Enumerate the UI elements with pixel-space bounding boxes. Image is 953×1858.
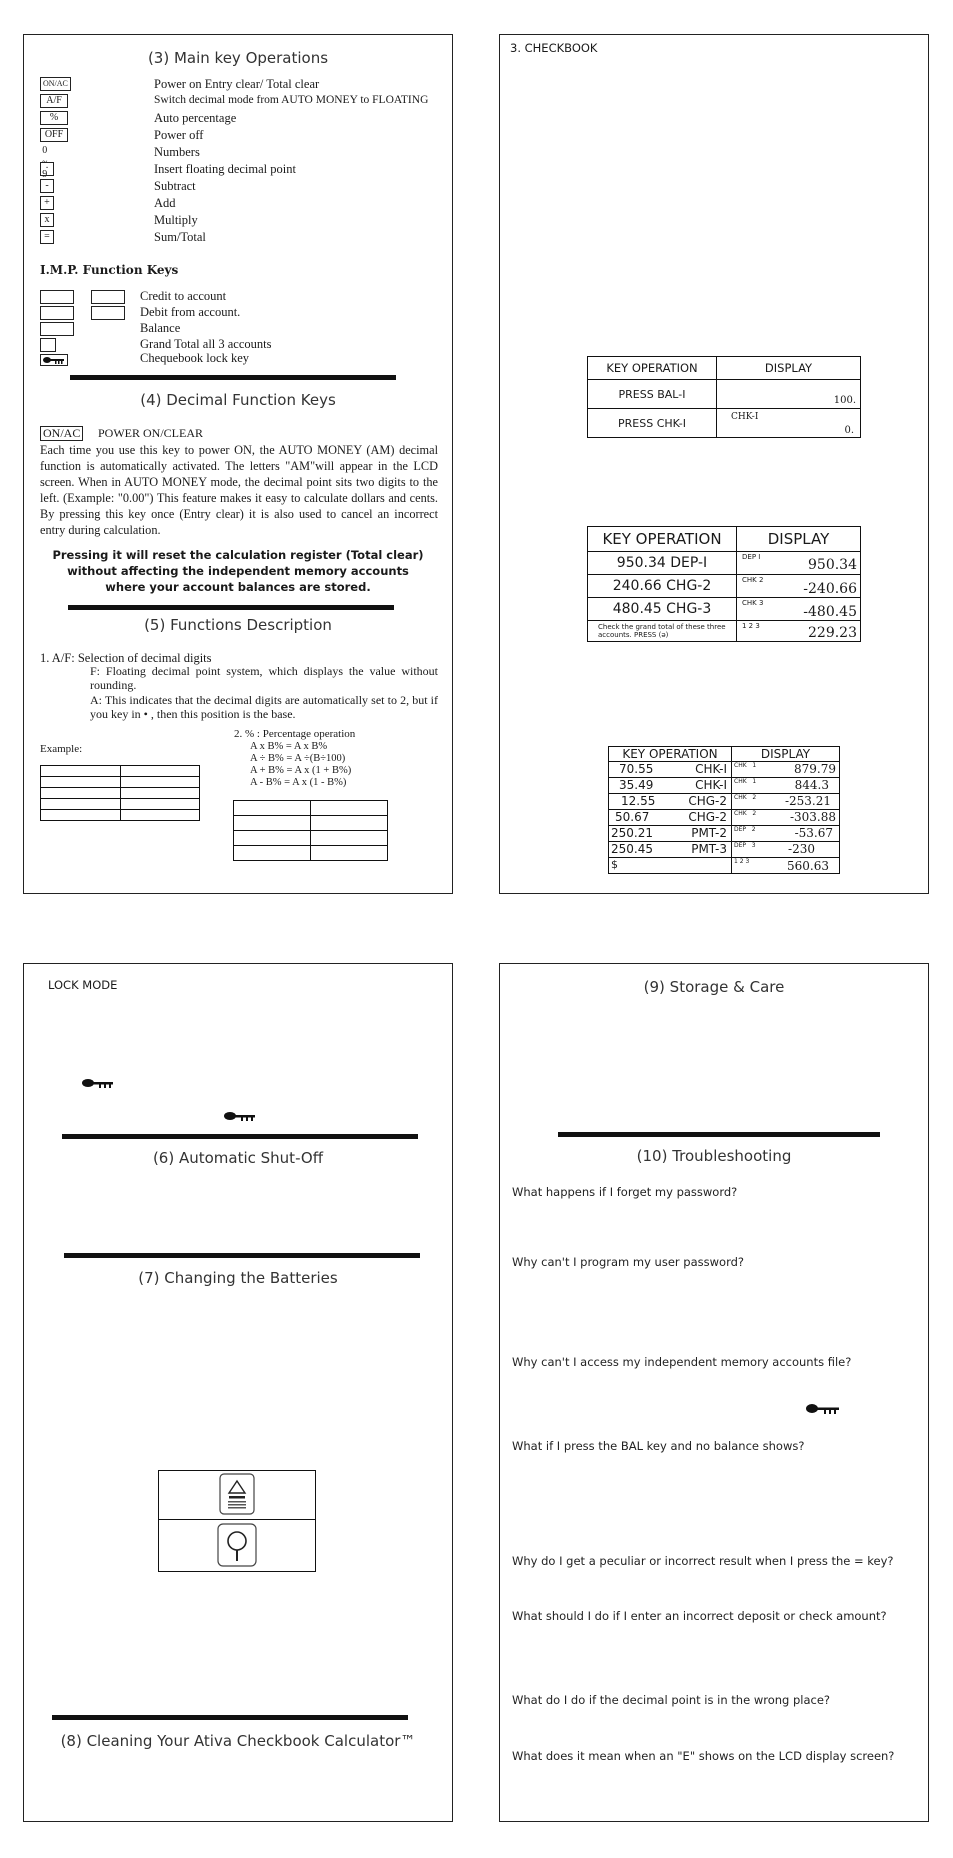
display-cell	[732, 794, 840, 810]
key-desc: Numbers	[154, 145, 200, 159]
display-cell	[732, 778, 840, 794]
batteries-heading: (7) Changing the Batteries	[138, 1269, 338, 1287]
display-value: -53.67	[794, 826, 833, 840]
display-cell	[737, 575, 861, 598]
op-cell	[609, 858, 732, 874]
header-key-operation: KEY OPERATION	[609, 747, 732, 762]
decimal-paragraph: Each time you use this key to power ON, the AUTO MONEY (AM) decimal function is automatically activated. The letters "AM"will appear in the LCD screen. When in AUTO MONEY mode, the decimal point sits two digits to the left. (Example: "0.00") This feature makes it easy to calculate dollars and cents. By pressing this key once (Entry clear) it is also used to cancel an incorrect entry during calculation.	[40, 443, 438, 537]
op-key: CHG-2	[688, 810, 727, 824]
key-desc: Power on Entry clear/ Total clear	[154, 77, 320, 91]
op-amount: 70.55	[619, 762, 654, 776]
faq-question: What if I press the BAL key and no balance shows?	[512, 1439, 805, 1453]
imp-desc-debit: Debit from account.	[140, 305, 241, 319]
key-icon	[224, 1111, 256, 1121]
section-divider	[64, 1253, 420, 1258]
key-desc: Insert floating decimal point	[154, 162, 296, 176]
display-indicator: DEP 2	[734, 826, 756, 833]
display-indicator: 1 2 3	[734, 858, 750, 865]
op-key: CHK-I	[695, 762, 727, 776]
display-indicator: CHK-I	[731, 412, 759, 422]
key-label: 0 ~ 9	[42, 145, 48, 180]
op-amount: 12.55	[621, 794, 656, 808]
display-value: -480.45	[803, 604, 857, 620]
key-label: -	[40, 179, 54, 193]
display-cell	[732, 826, 840, 842]
checkbook-table-1	[587, 356, 861, 438]
display-value: 229.23	[808, 625, 857, 641]
key-desc: Subtract	[154, 179, 196, 193]
display-value: -253.21	[784, 794, 831, 808]
formula-subtract: A - B% = A x (1 - B%)	[250, 777, 347, 788]
header-key-operation: KEY OPERATION	[588, 357, 717, 380]
example-table-1	[40, 765, 200, 821]
display-indicator: CHK 1	[734, 778, 757, 785]
op-key: CHG-2	[688, 794, 727, 808]
section-divider	[62, 1134, 418, 1139]
op-amount: 50.67	[615, 810, 650, 824]
display-indicator: DEP 3	[734, 842, 756, 849]
panel-lock-mode	[23, 963, 453, 1822]
faq-question: What should I do if I enter an incorrect deposit or check amount?	[512, 1609, 887, 1623]
display-value: -230	[788, 842, 815, 856]
display-cell	[717, 409, 861, 438]
formula-add: A + B% = A x (1 + B%)	[250, 765, 352, 776]
key-icon	[43, 356, 65, 364]
main-key-heading: (3) Main key Operations	[147, 49, 329, 67]
display-cell	[732, 858, 840, 874]
formula-multiply: A x B% = A x B%	[250, 741, 328, 752]
faq-question: Why can't I program my user password?	[512, 1255, 744, 1269]
example-label: Example:	[40, 743, 83, 755]
imp-key-box	[40, 290, 74, 304]
key-desc: Add	[154, 196, 176, 210]
display-value: 844.3	[794, 778, 829, 792]
checkbook-table-3	[608, 746, 840, 874]
op-amount: 35.49	[619, 778, 654, 792]
display-value: 0.	[844, 425, 854, 436]
key-desc: Power off	[154, 128, 204, 142]
display-cell	[717, 380, 861, 409]
checkbook-title: 3. CHECKBOOK	[510, 41, 598, 55]
display-value: 100.	[833, 395, 856, 406]
display-indicator: CHK 3	[742, 599, 764, 607]
op-cell	[609, 762, 732, 778]
battery-diagram-divider	[159, 1519, 315, 1520]
key-desc: Sum/Total	[154, 230, 206, 244]
display-indicator: CHK 2	[734, 810, 757, 817]
func-1-floating: F: Floating decimal point system, which displays the value without rounding.	[90, 664, 438, 692]
faq-question: What happens if I forget my password?	[512, 1185, 738, 1199]
imp-key-box	[40, 354, 68, 366]
op-cell: PRESS BAL-I	[588, 380, 717, 409]
key-label: =	[40, 230, 54, 244]
display-indicator: CHK 1	[734, 762, 757, 769]
key-label: ON/AC	[40, 77, 71, 91]
op-cell: 950.34 DEP-I	[588, 552, 737, 575]
cleaning-heading: (8) Cleaning Your Ativa Checkbook Calculator™	[60, 1732, 416, 1750]
storage-heading: (9) Storage & Care	[643, 978, 785, 996]
display-value: -240.66	[803, 581, 857, 597]
section-divider	[68, 605, 394, 610]
display-cell	[737, 598, 861, 621]
section-divider	[70, 375, 396, 380]
lock-mode-title: LOCK MODE	[48, 978, 118, 992]
faq-question: What does it mean when an "E" shows on the LCD display screen?	[512, 1749, 895, 1763]
imp-key-box	[91, 290, 125, 304]
battery-eject-icon	[219, 1473, 255, 1515]
imp-desc-balance: Balance	[140, 321, 181, 335]
key-icon	[82, 1078, 114, 1088]
display-value: -303.88	[789, 810, 836, 824]
decimal-bold-note: Pressing it will reset the calculation register (Total clear) without affecting the independent memory accounts where your account balances are stored.	[52, 548, 424, 594]
checkbook-table-2	[587, 526, 861, 642]
panel-checkbook	[499, 34, 929, 894]
op-cell: 240.66 CHG-2	[588, 575, 737, 598]
panel-main-key-operations	[23, 34, 453, 894]
op-amount: 250.21	[611, 826, 653, 840]
faq-question: Why do I get a peculiar or incorrect result when I press the = key?	[512, 1554, 894, 1568]
imp-key-box	[40, 306, 74, 320]
op-cell: 480.45 CHG-3	[588, 598, 737, 621]
imp-heading: I.M.P. Function Keys	[40, 263, 179, 277]
key-label: OFF	[40, 128, 68, 142]
imp-key-box	[40, 338, 56, 352]
display-value: 950.34	[808, 557, 857, 573]
header-display: DISPLAY	[717, 357, 861, 380]
op-cell: Check the grand total of these three accounts. PRESS (ǝ)	[588, 621, 737, 642]
imp-desc-grand-total: Grand Total all 3 accounts	[140, 337, 272, 351]
header-display: DISPLAY	[737, 527, 861, 552]
display-value: 879.79	[794, 762, 836, 776]
imp-key-box	[91, 306, 125, 320]
formula-divide: A ÷ B% = A ÷(B÷100)	[250, 753, 346, 764]
display-cell	[737, 621, 861, 642]
op-cell: PRESS CHK-I	[588, 409, 717, 438]
panel-storage-troubleshooting	[499, 963, 929, 1822]
func-1-auto: A: This indicates that the decimal digits are automatically set to 2, but if you key in • , then this position is the base.	[90, 693, 438, 721]
troubleshooting-heading: (10) Troubleshooting	[636, 1147, 792, 1165]
op-key: PMT-3	[691, 842, 727, 856]
display-cell	[737, 552, 861, 575]
op-amount: $	[611, 858, 618, 871]
section-divider	[52, 1715, 408, 1720]
header-display: DISPLAY	[732, 747, 840, 762]
key-label: %	[40, 111, 68, 125]
display-indicator: CHK 2	[742, 576, 764, 584]
onac-key-box: ON/AC	[40, 426, 83, 441]
key-desc: Multiply	[154, 213, 198, 227]
key-icon	[806, 1403, 840, 1414]
op-key: PMT-2	[691, 826, 727, 840]
op-cell	[609, 810, 732, 826]
key-label: A/F	[40, 94, 68, 108]
display-cell	[732, 810, 840, 826]
display-indicator: CHK 2	[734, 794, 757, 801]
decimal-function-heading: (4) Decimal Function Keys	[140, 391, 336, 409]
op-cell	[609, 842, 732, 858]
key-label: x	[40, 213, 54, 227]
section-divider	[558, 1132, 880, 1137]
example-table-2	[233, 800, 388, 861]
display-cell	[732, 762, 840, 778]
display-value: 560.63	[787, 859, 829, 873]
imp-desc-credit: Credit to account	[140, 289, 227, 303]
display-cell	[732, 842, 840, 858]
key-label: +	[40, 196, 54, 210]
op-cell	[609, 778, 732, 794]
key-label: ·	[40, 162, 54, 176]
functions-heading: (5) Functions Description	[144, 616, 332, 634]
func-1-title: 1. A/F: Selection of decimal digits	[40, 651, 212, 665]
battery-diagram	[158, 1470, 316, 1572]
display-indicator: DEP I	[742, 553, 761, 561]
imp-key-box	[40, 322, 74, 336]
onac-label: POWER ON/CLEAR	[98, 426, 203, 440]
op-cell	[609, 794, 732, 810]
faq-question: What do I do if the decimal point is in the wrong place?	[512, 1693, 831, 1707]
header-key-operation: KEY OPERATION	[588, 527, 737, 552]
op-amount: 250.45	[611, 842, 653, 856]
op-cell	[609, 826, 732, 842]
faq-question: Why can't I access my independent memory accounts file?	[512, 1355, 852, 1369]
battery-coin-icon	[217, 1523, 257, 1567]
display-indicator: 1 2 3	[742, 622, 760, 630]
key-desc: Auto percentage	[154, 111, 237, 125]
func-2-title: 2. % : Percentage operation	[234, 728, 356, 740]
op-key: CHK-I	[695, 778, 727, 792]
imp-desc-lock-key: Chequebook lock key	[140, 351, 250, 365]
auto-shutoff-heading: (6) Automatic Shut-Off	[152, 1149, 324, 1167]
key-desc: Switch decimal mode from AUTO MONEY to FLOATING	[154, 94, 429, 106]
